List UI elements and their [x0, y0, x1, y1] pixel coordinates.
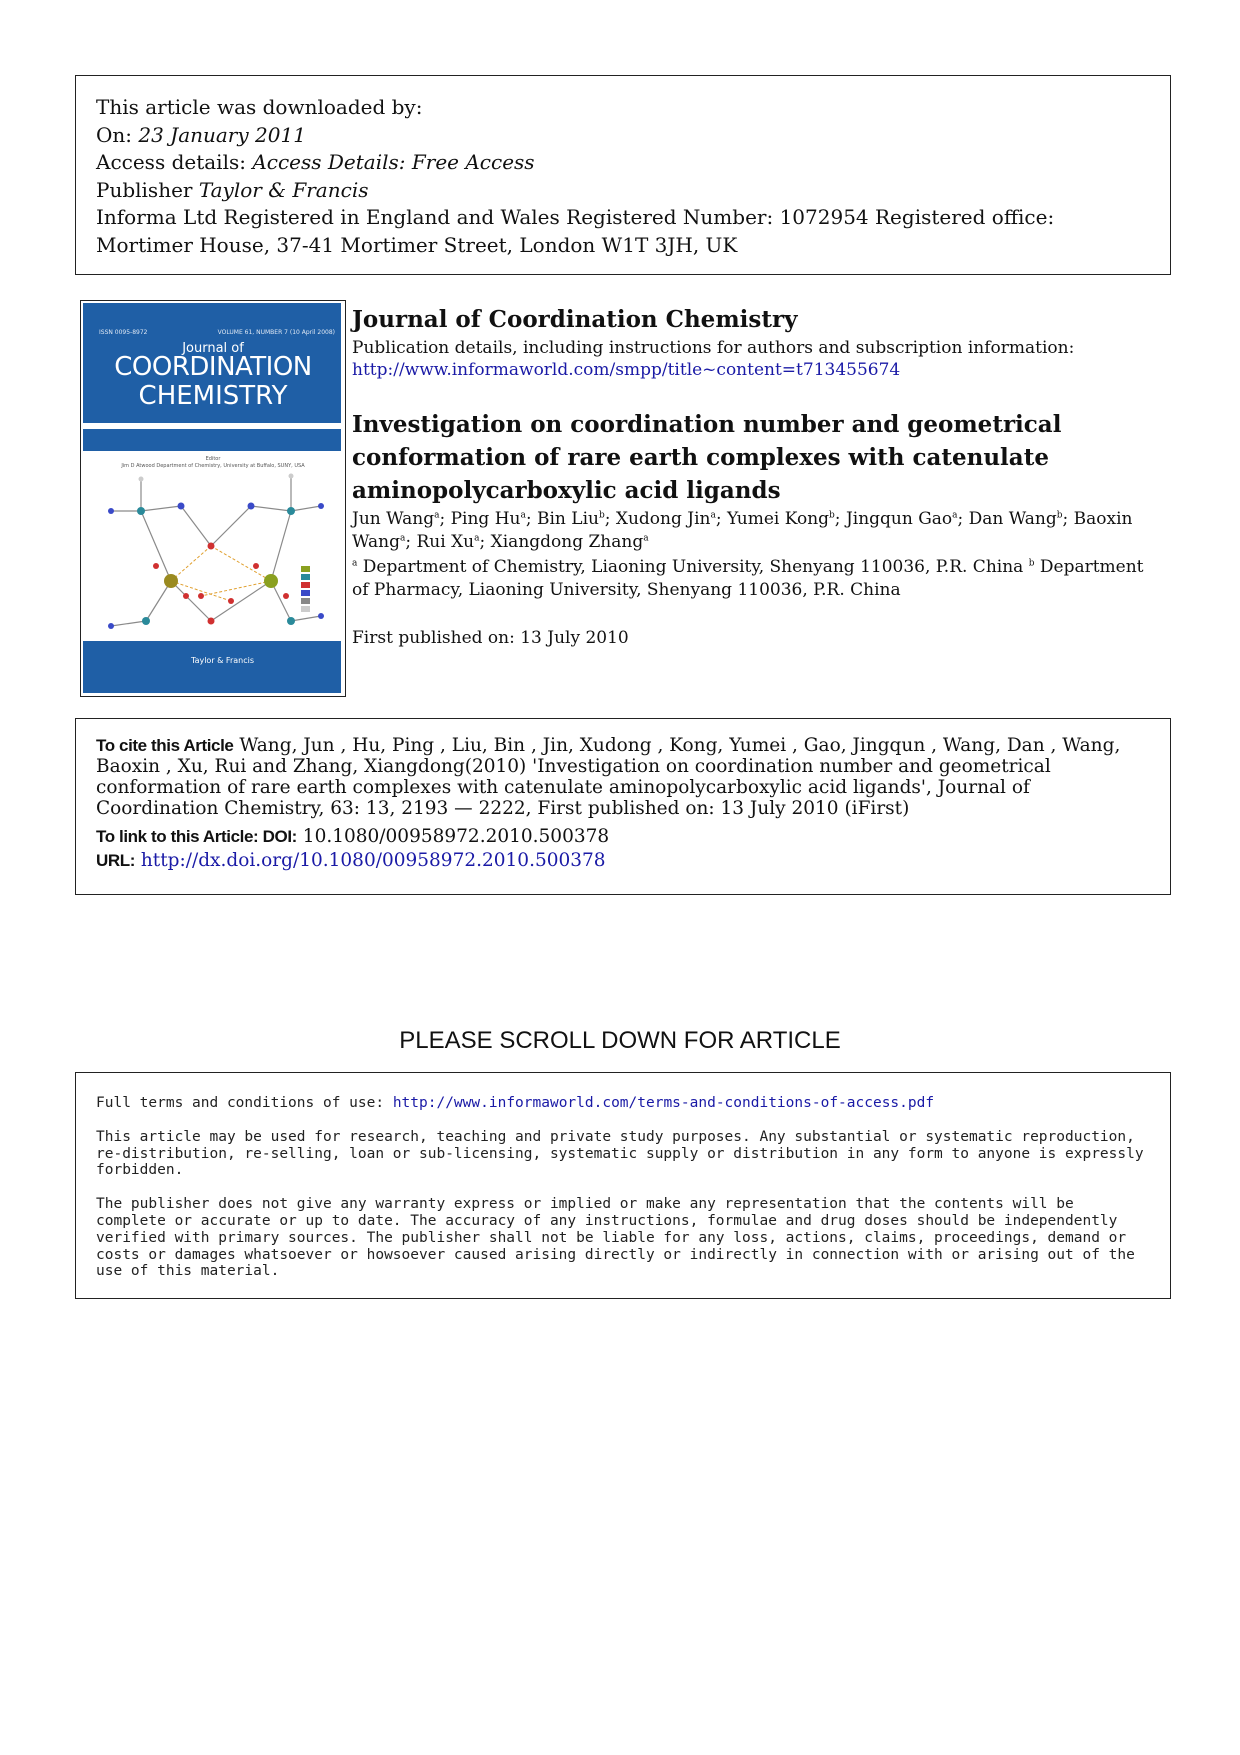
author-affiliation-mark: a — [520, 510, 526, 521]
downloaded-by-text: This article was downloaded by: — [96, 95, 423, 119]
affiliation-a: Department of Chemistry, Liaoning University, Shenyang 110036, P.R. China — [362, 557, 1024, 577]
journal-url-link[interactable]: http://www.informaworld.com/smpp/title~content=t713455674 — [352, 360, 901, 380]
registered-office-text: Informa Ltd Registered in England and Wales Registered Number: 1072954 Registered office: Mortimer House, 37-41 Mortimer Street, London W1T 3JH, UK — [96, 205, 1055, 257]
article-title: Investigation on coordination number and geometrical conformation of rare earth complexes with catenulate aminopolycarboxylic acid ligands — [352, 411, 1062, 504]
author-name: Yumei Kong — [727, 509, 830, 529]
author-list: Jun Wang$^a$; Ping Hu$^a$; Bin Liu$^b$; Xudong Jin$^a$; Yumei Kong$^b$; Jingqun Gao$^a$; Dan Wang$^b$; Baoxin Wang$^a$; Rui Xu$^a$; Xiangdong Zhang$^a$ — [352, 509, 1133, 552]
journal-cover-image[interactable] — [80, 300, 346, 697]
url-label: URL: — [96, 851, 135, 870]
access-details-row — [96, 149, 1150, 177]
cover-editor — [81, 456, 345, 470]
affiliations: $^a$ Department of Chemistry, Liaoning University, Shenyang 110036, P.R. China $^b$ Department of Pharmacy, Liaoning University, Shenyang 110036, P.R. China — [352, 557, 1144, 600]
molecule-structure-illustration — [101, 471, 327, 636]
cover-volume: VOLUME 61, NUMBER 7 (10 April 2008) — [217, 329, 335, 336]
author-name: Bin Liu — [537, 509, 599, 529]
author-name: Jingqun Gao — [845, 509, 953, 529]
author-name: Rui Xu — [416, 532, 475, 552]
publication-details-text: Publication details, including instructions for authors and subscription information: — [352, 338, 1075, 358]
publisher-label: Publisher — [96, 177, 193, 202]
cover-header — [99, 329, 335, 336]
citation-box — [75, 718, 1171, 895]
download-date-row — [96, 122, 1150, 150]
access-label: Access details: — [96, 150, 246, 174]
cover-journal-of: Journal of — [182, 341, 244, 356]
cover-footer-band — [83, 641, 341, 693]
terms-paragraph-warranty: The publisher does not give any warranty express or implied or make any representation that the contents will be complete or accurate or up to date. The accuracy of any instructions, formulae and drug doses should be independently verified with primary sources. The publisher shall not be liable for any loss, actions, claims, proceedings, demand or costs or damages whatsoever or howsoever caused arising directly or indirectly in connection with or arising out of the use of this material. — [96, 1196, 1135, 1280]
author-name: Jun Wang — [352, 509, 435, 529]
cite-label: To cite this Article — [96, 736, 234, 755]
author-name: Xiangdong Zhang — [490, 532, 644, 552]
author-affiliation-mark: b — [1056, 510, 1063, 521]
url-row — [96, 849, 1150, 873]
author-affiliation-mark: a — [643, 533, 649, 544]
cover-editor-name: Jim D Atwood Department of Chemistry, University at Buffalo, SUNY, USA — [121, 463, 305, 469]
doi-url-link[interactable]: http://dx.doi.org/10.1080/00958972.2010.500378 — [140, 850, 606, 871]
cover-title-line2: CHEMISTRY — [138, 381, 288, 411]
download-date: 23 January 2011 — [138, 122, 306, 147]
on-label: On: — [96, 122, 133, 147]
author-affiliation-mark: a — [952, 510, 958, 521]
doi-row — [96, 825, 1150, 849]
author-affiliation-mark: a — [434, 510, 440, 521]
cover-stripe — [83, 429, 341, 451]
article-header — [352, 306, 1162, 650]
affiliation-b: Department of Pharmacy, Liaoning University, Shenyang 110036, P.R. China — [352, 557, 1144, 600]
terms-box — [75, 1072, 1171, 1299]
cite-paragraph — [96, 735, 1150, 819]
full-terms-label: Full terms and conditions of use: — [96, 1095, 385, 1111]
terms-paragraph-usage: This article may be used for research, teaching and private study purposes. Any substantial or systematic reproduction, re-distribution, re-selling, loan or sub-licensing, systematic supply or distribution in any form to anyone is expressly forbidden. — [96, 1128, 1144, 1179]
publisher-value: Taylor & Francis — [198, 177, 369, 202]
author-affiliation-mark: b — [598, 510, 605, 521]
author-name: Baoxin Wang — [352, 509, 1133, 552]
download-info-box — [75, 75, 1171, 275]
journal-name: Journal of Coordination Chemistry — [352, 306, 798, 333]
cite-text: Wang, Jun , Hu, Ping , Liu, Bin , Jin, Xudong , Kong, Yumei , Gao, Jingqun , Wang, Dan , Wang, Baoxin , Xu, Rui and Zhang, Xiangdong(2010) 'Investigation on coordination number and geometrical conformation of rare earth complexes with catenulate aminopolycarboxylic acid ligands', Journal of Coordination Chemistry, 63: 13, 2193 — 2222, First published on: 13 July 2010 (iFirst) — [96, 735, 1121, 819]
access-value: Access Details: Free Access — [252, 150, 535, 174]
first-published-date: First published on: 13 July 2010 — [352, 628, 629, 648]
author-affiliation-mark: a — [710, 510, 716, 521]
taylor-francis-logo: Taylor & Francis — [191, 656, 254, 665]
author-name: Ping Hu — [450, 509, 521, 529]
doi-value: 10.1080/00958972.2010.500378 — [302, 826, 610, 847]
author-name: Xudong Jin — [615, 509, 711, 529]
cover-title-line1: COORDINATION — [114, 352, 312, 382]
link-label: To link to this Article: DOI: — [96, 827, 297, 846]
author-affiliation-mark: a — [399, 533, 406, 544]
scroll-down-notice: PLEASE SCROLL DOWN FOR ARTICLE — [399, 1027, 841, 1054]
publisher-row — [96, 177, 1150, 205]
author-affiliation-mark: b — [829, 510, 835, 521]
cover-issn: ISSN 0095-8972 — [99, 329, 148, 336]
full-terms-row — [96, 1095, 1150, 1112]
author-name: Dan Wang — [968, 509, 1057, 529]
author-affiliation-mark: a — [474, 533, 480, 544]
cover-editor-label: Editor — [205, 456, 221, 462]
terms-url-link[interactable]: http://www.informaworld.com/terms-and-conditions-of-access.pdf — [392, 1095, 935, 1111]
